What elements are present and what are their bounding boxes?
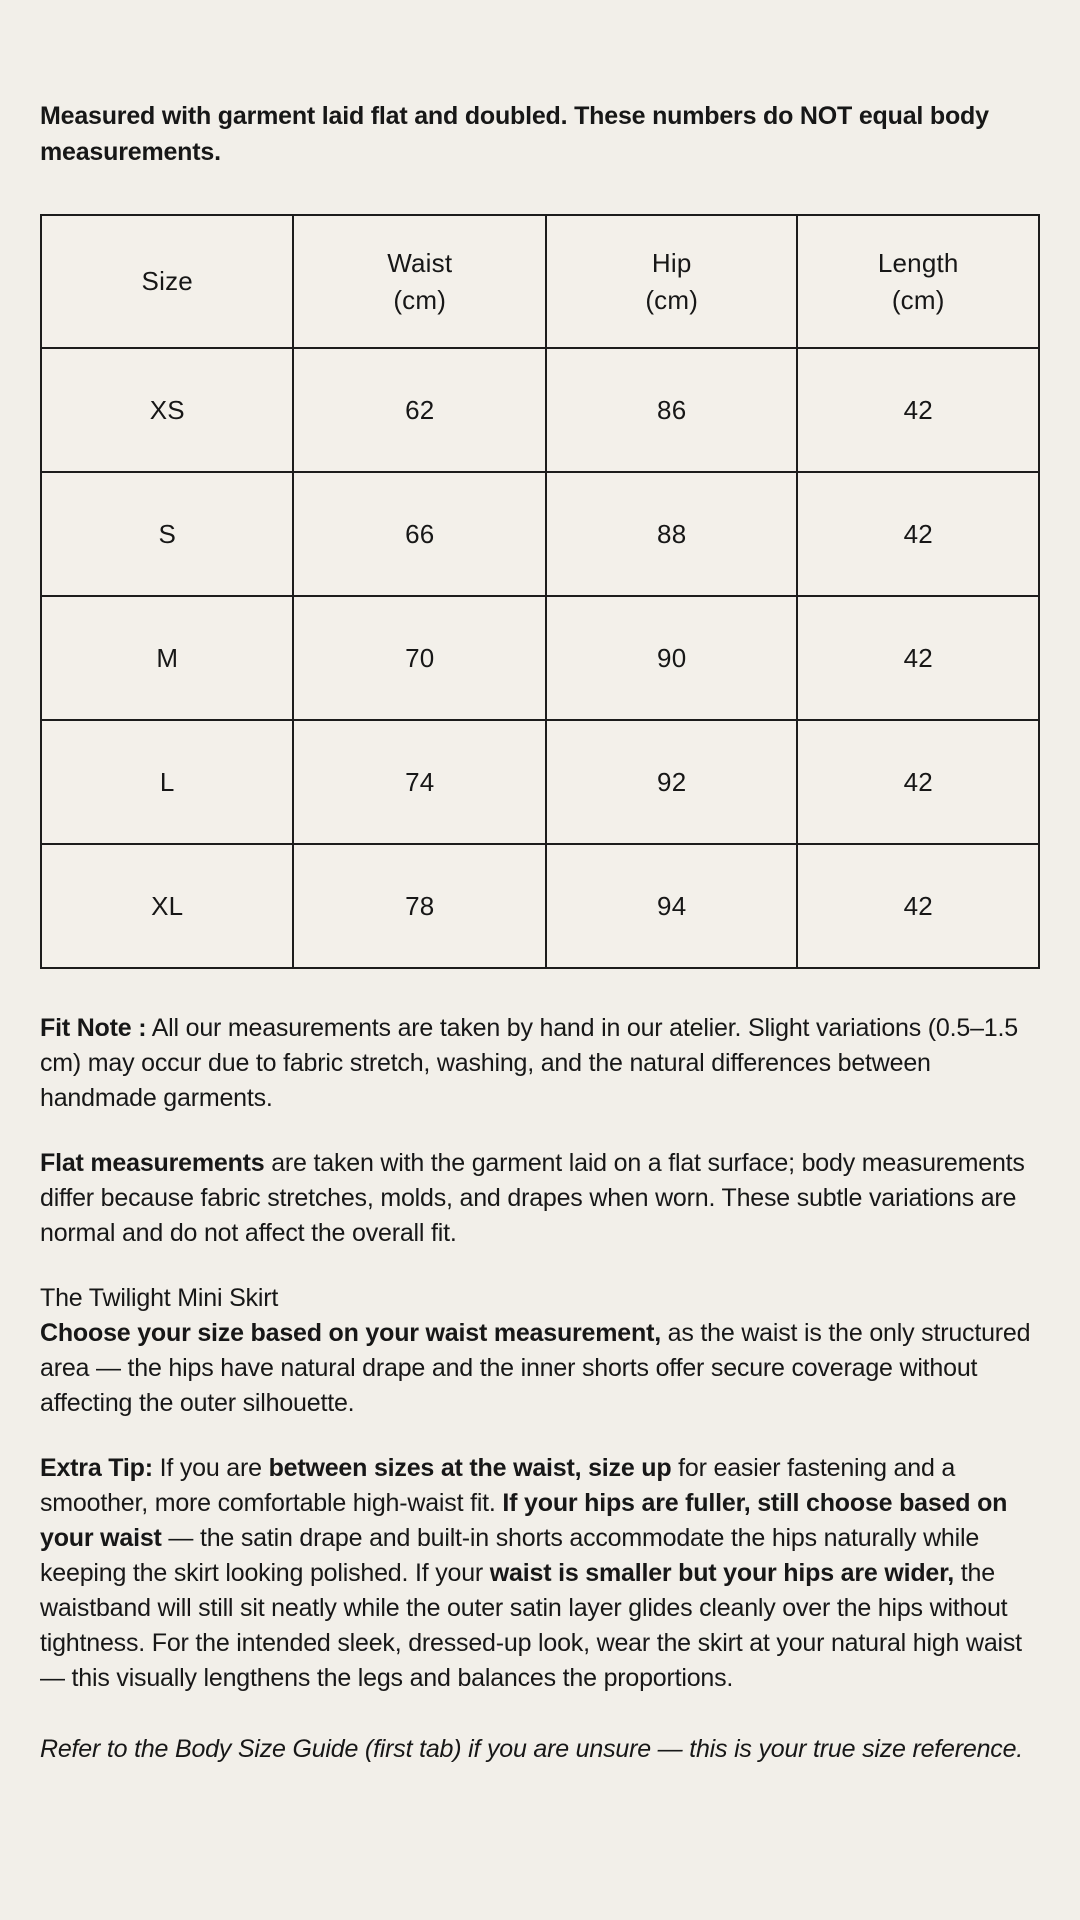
- text-segment: Flat measurements: [40, 1149, 265, 1177]
- value-cell: 90: [546, 596, 797, 720]
- column-label: Hip: [651, 247, 692, 278]
- text-segment: If you are: [152, 1454, 269, 1482]
- value-cell: 74: [293, 720, 545, 844]
- column-label: Length: [877, 247, 959, 278]
- text-segment: as the waist is the only structured area — the hips have natural drape and the inner shorts offer secure coverage without affecting the outer silhouette.: [40, 1319, 1031, 1417]
- text-segment: between sizes at the waist, size up: [268, 1454, 672, 1482]
- text-segment: All our measurements are taken by hand in our atelier. Slight variations (0.5–1.5 cm) may occur due to fabric stretch, washing, and the natural differences between handmade garments.: [40, 1014, 1018, 1112]
- size-cell: S: [41, 472, 293, 596]
- text-segment: — the satin drape and built-in shorts accommodate the hips naturally while keeping the skirt looking polished. If your: [40, 1524, 980, 1587]
- text-segment: Choose your size based on your waist measurement,: [40, 1319, 661, 1347]
- text-segment: Fit Note :: [40, 1014, 147, 1042]
- size-cell: XS: [41, 348, 293, 472]
- value-cell: 66: [293, 472, 545, 596]
- text-segment: for easier fastening and a smoother, more comfortable high-waist fit.: [40, 1454, 956, 1517]
- value-cell: 94: [546, 844, 797, 968]
- extra-tip-note: [40, 1451, 1040, 1696]
- twilight-mini-skirt-note: [40, 1281, 1040, 1421]
- flat-measurements-note: [40, 1146, 1040, 1251]
- size-table-header-row: [41, 215, 1039, 348]
- column-header-waist: [293, 215, 545, 348]
- measurement-disclaimer: [40, 98, 1040, 170]
- text-segment: the waistband will still sit neatly while the outer satin layer glides cleanly over the hips without tightness. For the intended sleek, dressed-up look, wear the skirt at your natural high waist — this visually lengthens the legs and balances the proportions.: [40, 1559, 1022, 1692]
- size-cell: XL: [41, 844, 293, 968]
- text-segment: Measured with garment laid flat and doubled. These numbers do NOT equal body measurements.: [40, 102, 989, 166]
- column-label: Waist: [387, 247, 453, 278]
- value-cell: 88: [546, 472, 797, 596]
- notes-section: [40, 1011, 1040, 1767]
- column-unit: (cm): [891, 284, 945, 315]
- value-cell: 42: [797, 472, 1039, 596]
- value-cell: 42: [797, 596, 1039, 720]
- table-row-l: [41, 720, 1039, 844]
- column-header-hip: [546, 215, 797, 348]
- size-cell: L: [41, 720, 293, 844]
- column-unit: (cm): [645, 284, 699, 315]
- value-cell: 70: [293, 596, 545, 720]
- text-segment: If your hips are fuller, still choose based on your waist: [40, 1489, 1008, 1552]
- column-unit: (cm): [393, 284, 447, 315]
- value-cell: 62: [293, 348, 545, 472]
- value-cell: 92: [546, 720, 797, 844]
- text-segment: The Twilight Mini Skirt: [40, 1284, 279, 1312]
- size-cell: M: [41, 596, 293, 720]
- table-row-s: [41, 472, 1039, 596]
- text-segment: Refer to the Body Size Guide (first tab) if you are unsure — this is your true size reference.: [40, 1735, 1024, 1763]
- value-cell: 42: [797, 348, 1039, 472]
- table-row-m: [41, 596, 1039, 720]
- size-reference-note: [40, 1732, 1040, 1767]
- column-label: Size: [141, 266, 193, 296]
- text-segment: Extra Tip:: [40, 1454, 153, 1482]
- column-header-size: [41, 215, 293, 348]
- value-cell: 86: [546, 348, 797, 472]
- fit-note: [40, 1011, 1040, 1116]
- value-cell: 42: [797, 844, 1039, 968]
- text-segment: are taken with the garment laid on a flat surface; body measurements differ because fabric stretches, molds, and drapes when worn. These subtle variations are normal and do not affect the overall fit.: [40, 1149, 1025, 1247]
- size-table-body: [41, 348, 1039, 968]
- table-row-xs: [41, 348, 1039, 472]
- value-cell: 42: [797, 720, 1039, 844]
- table-row-xl: [41, 844, 1039, 968]
- text-segment: waist is smaller but your hips are wider,: [489, 1559, 954, 1587]
- size-table-head: [41, 215, 1039, 348]
- column-header-length: [797, 215, 1039, 348]
- value-cell: 78: [293, 844, 545, 968]
- size-chart-table: [40, 214, 1040, 969]
